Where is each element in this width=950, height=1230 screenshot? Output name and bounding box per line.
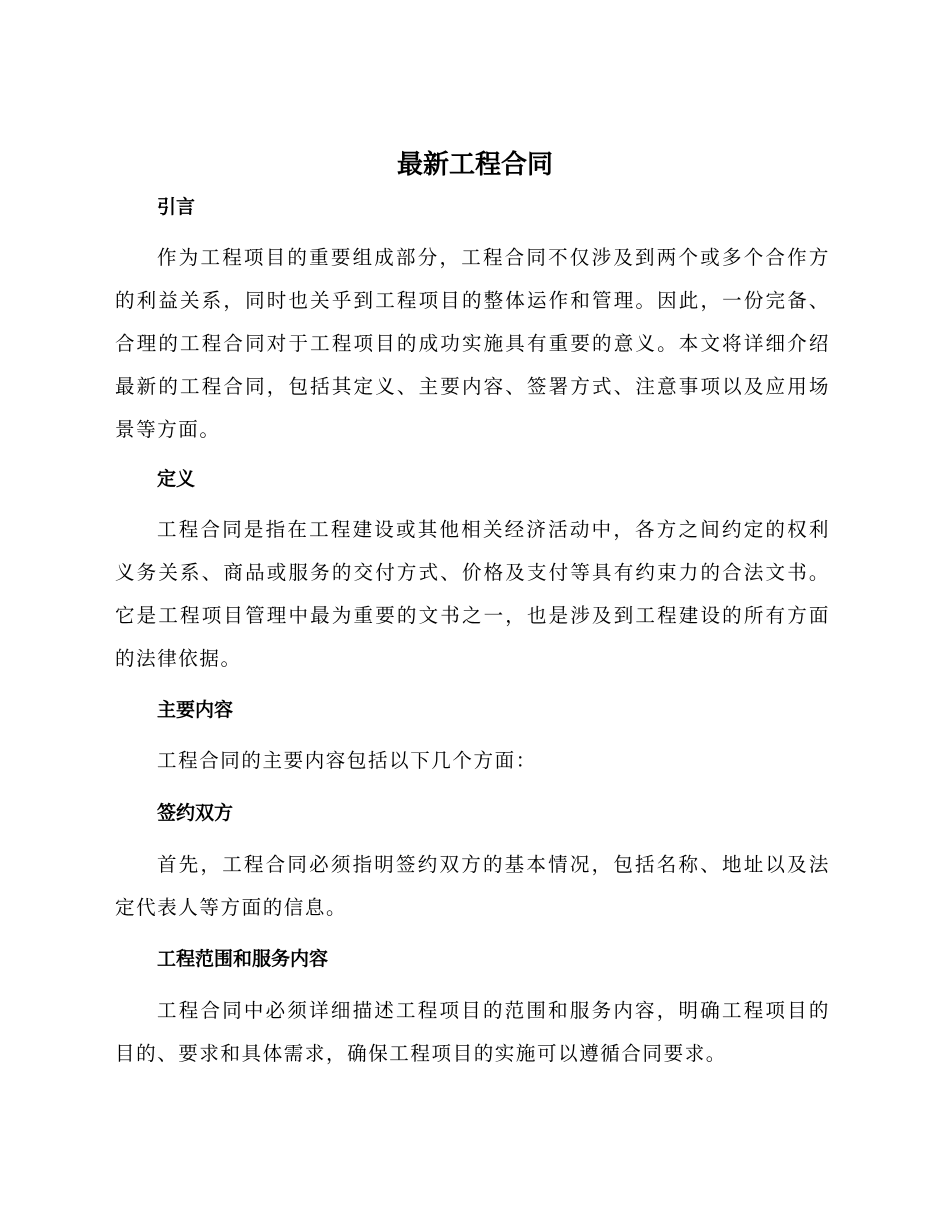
section-heading-definition: 定义	[157, 468, 196, 490]
paragraph-main-content: 工程合同的主要内容包括以下几个方面：	[157, 749, 537, 772]
section-heading-parties: 签约双方	[157, 802, 234, 824]
section-heading-introduction: 引言	[157, 196, 196, 218]
section-heading-main-content: 主要内容	[157, 699, 234, 721]
paragraph-introduction: 作为工程项目的重要组成部分，工程合同不仅涉及到两个或多个合作方的利益关系，同时也关乎到工程项目的整体运作和管理。因此，一份完备、合理的工程合同对于工程项目的成功实施具有重要的意义。本文将详细介绍最新的工程合同，包括其定义、主要内容、签署方式、注意事项以及应用场景等方面。	[115, 246, 830, 441]
paragraph-scope: 工程合同中必须详细描述工程项目的范围和服务内容，明确工程项目的目的、要求和具体需求，确保工程项目的实施可以遵循合同要求。	[115, 999, 830, 1065]
document-title: 最新工程合同	[396, 150, 553, 180]
paragraph-parties: 首先，工程合同必须指明签约双方的基本情况，包括名称、地址以及法定代表人等方面的信息。	[115, 853, 830, 919]
section-heading-scope: 工程范围和服务内容	[157, 948, 329, 970]
paragraph-definition: 工程合同是指在工程建设或其他相关经济活动中，各方之间约定的权利义务关系、商品或服务的交付方式、价格及支付等具有约束力的合法文书。它是工程项目管理中最为重要的文书之一，也是涉及到工程建设的所有方面的法律依据。	[115, 518, 830, 670]
